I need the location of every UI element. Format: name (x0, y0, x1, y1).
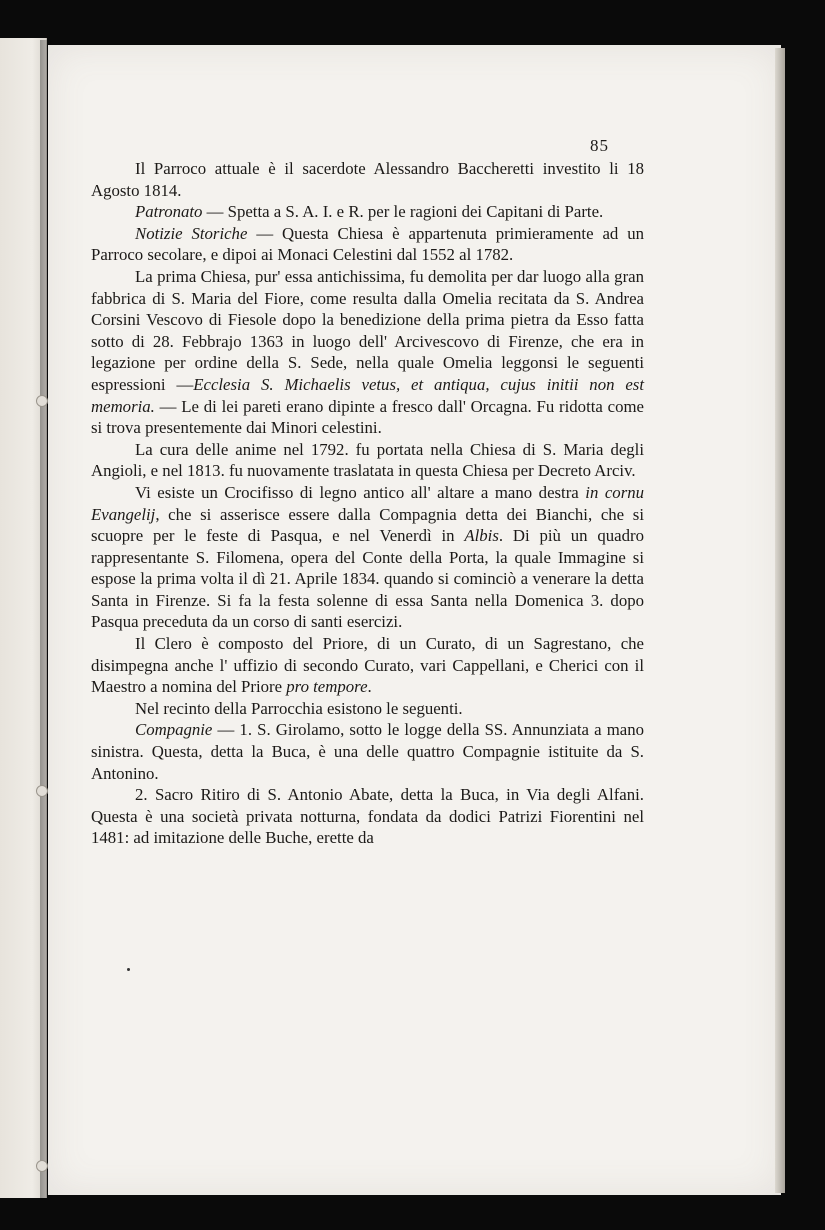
paragraph-text: , che si asserisce essere dalla Compagnia detta dei Bianchi, che si scuopre per le feste di Pasqua, e nel Venerdì in (91, 504, 644, 546)
paragraph-text: Il Clero è composto del Priore, di un Curato, di un Sagrestano, che disimpegna anche l' uffizio di secondo Curato, vari Cappellani, e Cherici con il Maestro a nomina del Priore (91, 634, 644, 697)
paragraph-text: La prima Chiesa, pur' essa antichissima, fu demolita per dar luogo alla gran fabbrica di S. Maria del Fiore, come resulta dalla Omelia recitata da S. Andrea Corsini Vescovo di Fiesole dopo la benedizione della prima pietra da Esso fatta sotto di 28. Febbrajo 1363 in luogo dell' Arcivescovo di Firenze, che era in legazione per ordine della S. Sede, nella quale Omelia leggonsi le seguenti espressioni — (91, 266, 644, 394)
paragraph-notizie (91, 223, 644, 266)
paragraph-lead: Compagnie (135, 720, 213, 740)
binding-hole-icon (36, 395, 48, 407)
paragraph-clero (91, 633, 644, 698)
paragraph-patronato (91, 201, 644, 223)
paragraph-text: . (367, 677, 372, 697)
paragraph-text: Vi esiste un Crocifisso di legno antico all' altare a mano destra (135, 482, 586, 502)
paragraph-prima-chiesa (91, 266, 644, 439)
binding-hole-icon (36, 785, 48, 797)
paragraph-text: — 1. S. Girolamo, sotto le logge della SS. Annunziata a mano sinistra. Questa, detta la Buca, è una delle quattro Compagnie istituite da S. Antonino. (91, 720, 644, 783)
page-text (91, 136, 644, 849)
paragraph-text: 2. Sacro Ritiro di S. Antonio Abate, detta la Buca, in Via degli Alfani. Questa è una società privata notturna, fondata da dodici Patrizi Fiorentini nel 1481: ad imitazione delle Buche, erette da (91, 785, 644, 848)
paragraph-text: — Le di lei pareti erano dipinte a fresco dall' Orcagna. Fu ridotta come si trova presentemente dai Minori celestini. (91, 396, 644, 438)
paragraph-text: Il Parroco attuale è il sacerdote Alessandro Baccheretti investito li 18 Agosto 1814. (91, 159, 644, 200)
page-number: 85 (590, 136, 609, 155)
ink-speck (127, 968, 130, 971)
paragraph-text: Nel recinto della Parrocchia esistono le seguenti. (135, 698, 463, 718)
paragraph-text: — Spetta a S. A. I. e R. per le ragioni dei Capitani di Parte. (202, 202, 604, 222)
paragraph-crocifisso (91, 482, 644, 633)
paragraph-text: . Di più un quadro rappresentante S. Filomena, opera del Conte della Porta, la quale Immagine si espose la prima volta il dì 21. Aprile 1834. quando si cominciò a venerare la detta Santa in Firenze. Si fa la festa solenne di essa Santa nella Domenica 3. dopo Pasqua preceduta da un corso di santi esercizi. (91, 526, 644, 632)
page-edge-shadow (775, 48, 785, 1193)
paragraph-cura (91, 439, 644, 482)
paragraph-latin: pro tempore (286, 677, 368, 697)
paragraph-latin: in cornu Evangelij (91, 482, 645, 524)
paragraph-parroco (91, 158, 644, 201)
paragraph-lead: Patronato (135, 202, 203, 222)
paragraph-quote: Ecclesia S. Michaelis vetus, et antiqua, cujus initii non est memoria. (91, 374, 644, 416)
paragraph-text: La cura delle anime nel 1792. fu portata nella Chiesa di S. Maria degli Angioli, e nel 1813. fu nuovamente traslatata in questa Chiesa per Decreto Arciv. (91, 439, 644, 481)
paragraph-compagnie (91, 719, 644, 784)
binding-hole-icon (36, 1160, 48, 1172)
paragraph-text: — Questa Chiesa è appartenuta primieramente ad un Parroco secolare, e dipoi ai Monaci Celestini dal 1552 al 1782. (91, 223, 644, 265)
paragraph-recinto (91, 698, 644, 720)
paragraph-latin: Albis (464, 526, 499, 546)
paragraph-lead: Notizie Storiche (135, 223, 248, 243)
paragraph-sacro-ritiro (91, 784, 644, 849)
